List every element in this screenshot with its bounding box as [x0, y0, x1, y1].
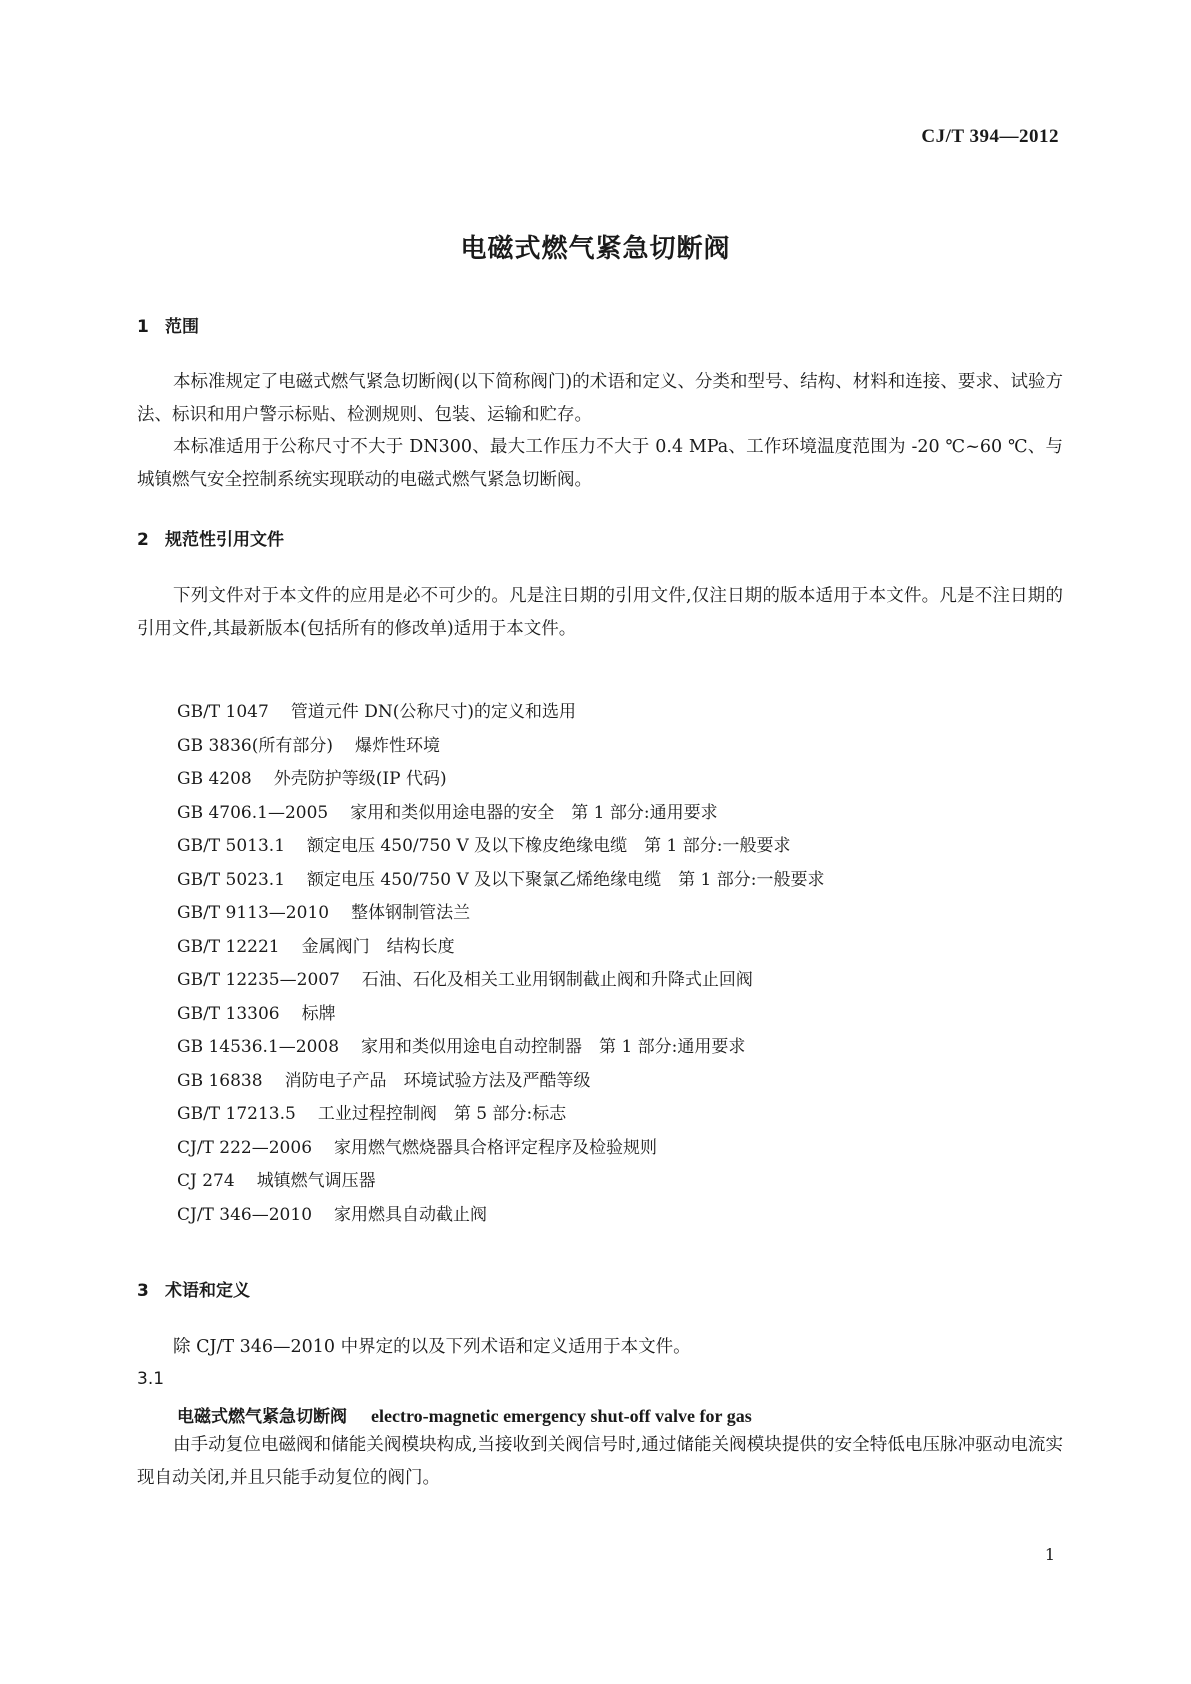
- terms-intro: 除 CJ/T 346—2010 中界定的以及下列术语和定义适用于本文件。: [173, 1337, 691, 1357]
- reference-item: [177, 998, 825, 1032]
- reference-code: GB/T 12221: [177, 936, 280, 957]
- standard-code: CJ/T 394—2012: [921, 126, 1059, 147]
- reference-title: 石油、石化及相关工业用钢制截止阀和升降式止回阀: [361, 970, 753, 990]
- reference-code: GB 4706.1—2005: [177, 802, 329, 823]
- reference-title: 标牌: [301, 1003, 336, 1024]
- reference-code: GB 4208: [177, 769, 252, 789]
- scope-paragraph-1: 本标准规定了电磁式燃气紧急切断阀(以下简称阀门)的术语和定义、分类和型号、结构、材料和连接、要求、试验方法、标识和用户警示标贴、检测规则、包装、运输和贮存。: [137, 372, 1063, 425]
- reference-item: [177, 1031, 825, 1065]
- reference-title: 工业过程控制阀 第 5 部分:标志: [317, 1104, 567, 1124]
- section-heading-scope: [137, 312, 199, 337]
- reference-item: [177, 1065, 825, 1099]
- reference-title: 家用和类似用途电自动控制器 第 1 部分:通用要求: [361, 1037, 746, 1057]
- reference-item: [177, 1132, 825, 1166]
- reference-item: [177, 763, 825, 797]
- reference-item: [177, 897, 825, 931]
- reference-title: 家用燃气燃烧器具合格评定程序及检验规则: [334, 1137, 658, 1158]
- reference-code: GB/T 9113—2010: [177, 903, 330, 923]
- reference-title: 金属阀门 结构长度: [301, 936, 455, 957]
- document-title: 电磁式燃气紧急切断阀: [460, 234, 731, 264]
- reference-title: 城镇燃气调压器: [256, 1171, 376, 1191]
- term-definition: 由手动复位电磁阀和储能关阀模块构成,当接收到关阀信号时,通过储能关阀模块提供的安全特低电压脉冲驱动电流实现自动关闭,并且只能手动复位的阀门。: [137, 1435, 1063, 1488]
- reference-title: 家用燃具自动截止阀: [334, 1204, 488, 1225]
- reference-code: GB/T 17213.5: [177, 1104, 296, 1124]
- reference-list: [177, 696, 825, 1232]
- reference-item: [177, 797, 825, 831]
- reference-title: 额定电压 450/750 V 及以下橡皮绝缘电缆 第 1 部分:一般要求: [307, 836, 791, 856]
- reference-item: [177, 696, 825, 730]
- reference-title: 家用和类似用途电器的安全 第 1 部分:通用要求: [350, 802, 718, 823]
- section-number: 3: [137, 1281, 149, 1301]
- reference-code: GB/T 1047: [177, 702, 269, 722]
- reference-code: CJ/T 222—2006: [177, 1137, 313, 1158]
- reference-code: GB 3836(所有部分): [177, 735, 334, 756]
- reference-code: CJ 274: [177, 1171, 235, 1191]
- section-heading-terms: [137, 1276, 250, 1301]
- reference-item: [177, 1199, 825, 1233]
- scope-paragraph-2: 本标准适用于公称尺寸不大于 DN300、最大工作压力不大于 0.4 MPa、工作环境温度范围为 -20 ℃~60 ℃、与城镇燃气安全控制系统实现联动的电磁式燃气紧急切断阀。: [137, 437, 1063, 490]
- section-heading-normative-references: [137, 525, 284, 550]
- reference-title: 消防电子产品 环境试验方法及严酷等级: [284, 1070, 591, 1091]
- reference-title: 整体钢制管法兰: [351, 903, 471, 923]
- reference-title: 管道元件 DN(公称尺寸)的定义和选用: [290, 702, 576, 722]
- reference-item: [177, 964, 825, 998]
- page-number: 1: [1044, 1545, 1055, 1564]
- section-title: 规范性引用文件: [165, 530, 284, 550]
- reference-code: GB/T 12235—2007: [177, 970, 340, 990]
- section-title: 范围: [165, 317, 199, 337]
- section-number: 1: [137, 317, 149, 337]
- reference-item: [177, 730, 825, 764]
- reference-code: GB 14536.1—2008: [177, 1037, 340, 1057]
- section-number: 2: [137, 530, 149, 550]
- reference-title: 爆炸性环境: [355, 735, 441, 756]
- reference-title: 额定电压 450/750 V 及以下聚氯乙烯绝缘电缆 第 1 部分:一般要求: [307, 869, 825, 890]
- reference-item: [177, 1098, 825, 1132]
- reference-code: GB/T 13306: [177, 1003, 280, 1024]
- reference-item: [177, 864, 825, 898]
- reference-item: [177, 931, 825, 965]
- clause-number: 3.1: [137, 1369, 165, 1389]
- reference-code: CJ/T 346—2010: [177, 1204, 313, 1225]
- term-english: electro-magnetic emergency shut-off valve for gas: [371, 1406, 752, 1426]
- term-chinese: 电磁式燃气紧急切断阀: [177, 1407, 347, 1427]
- reference-code: GB/T 5023.1: [177, 869, 286, 890]
- reference-title: 外壳防护等级(IP 代码): [273, 769, 447, 789]
- reference-code: GB/T 5013.1: [177, 836, 286, 856]
- references-intro: 下列文件对于本文件的应用是必不可少的。凡是注日期的引用文件,仅注日期的版本适用于本文件。凡是不注日期的引用文件,其最新版本(包括所有的修改单)适用于本文件。: [137, 586, 1063, 639]
- reference-code: GB 16838: [177, 1070, 263, 1091]
- reference-item: [177, 1165, 825, 1199]
- reference-item: [177, 830, 825, 864]
- section-title: 术语和定义: [165, 1281, 250, 1301]
- term-entry: [177, 1402, 752, 1427]
